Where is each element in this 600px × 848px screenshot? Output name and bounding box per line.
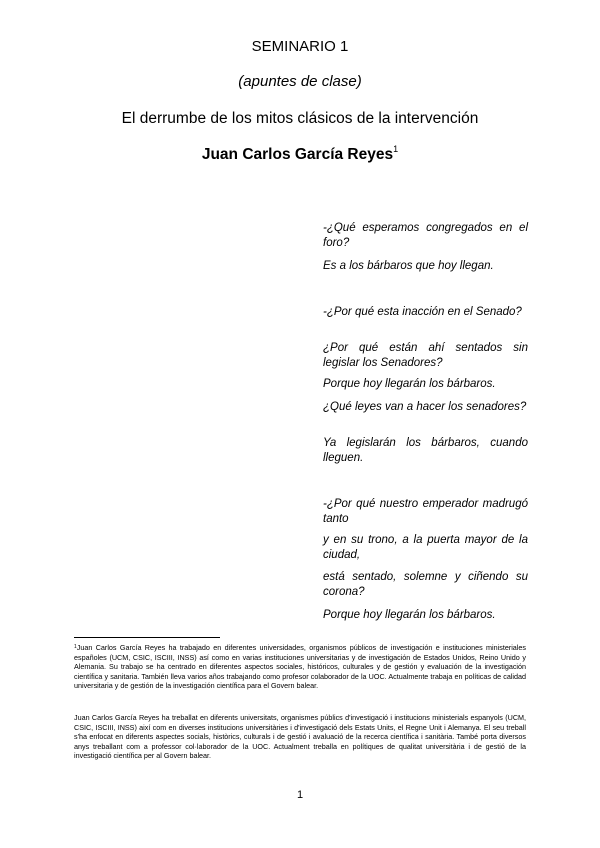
poem-line: está sentado, solemne y ciñendo su corona? <box>323 571 528 598</box>
poem-line: Porque hoy llegarán los bárbaros. <box>323 378 496 390</box>
footnote-mark: 1 <box>74 644 77 650</box>
document-title: El derrumbe de los mitos clásicos de la intervención <box>121 110 479 127</box>
poem-line: -¿Por qué nuestro emperador madrugó tanto <box>323 498 528 525</box>
poem-line: -¿Por qué esta inacción en el Senado? <box>323 306 522 318</box>
poem-line: Ya legislarán los bárbaros, cuando lleguen. <box>323 437 528 464</box>
footnote-separator <box>74 637 220 638</box>
author-line <box>0 146 600 164</box>
poem-line: ¿Por qué están ahí sentados sin legislar los Senadores? <box>323 342 528 369</box>
poem-line: Porque hoy llegarán los bárbaros. <box>323 609 496 621</box>
footnote-spanish <box>74 643 526 691</box>
footnote-catalan: Juan Carlos García Reyes ha treballat en diferents universitats, organismes públics d'investigació i institucions ministerials espanyols (UCM, CSIC, ISCIII, INSS) així com en diverses institucions universitàries i d'investigació dels Estats Units, el Regne Unit i Alemanya. El seu treball s'ha enfocat en diferents aspectes socials, històrics, culturals i de gestió i avaluació de la recerca científica i sanitària. També porta diversos anys treballant com a professor col·laborador de la UOC. Actualment treballa en polítiques de qualitat universitària i de gestió de la investigació científica per al Govern balear. <box>74 713 526 761</box>
poem-line: y en su trono, a la puerta mayor de la ciudad, <box>323 534 528 561</box>
author-name: Juan Carlos García Reyes <box>201 146 394 163</box>
seminar-heading: SEMINARIO 1 <box>251 38 349 55</box>
poem-line: Es a los bárbaros que hoy llegan. <box>323 260 494 272</box>
page-number: 1 <box>296 789 304 801</box>
footnote-text-es: Juan Carlos García Reyes ha trabajado en diferentes universidades, organismos públicos de investigación e instituciones ministeriales españoles (UCM, CSIC, ISCIII, INSS) así como en varias instituciones universitarias y de investigación de Estados Unidos, Reino Unido y Alemania. Su trabajo se ha centrado en diferentes aspectos sociales, históricos, culturales y de gestión y evaluación de la investigación científica y sanitaria. También lleva varios años trabajando como profesor colaborador de la UOC. Actualmente trabaja en políticas de calidad universitaria y de gestión de la investigación científica para el Govern balear. <box>74 643 526 691</box>
footnote-reference[interactable]: 1 <box>393 144 399 154</box>
poem-line: -¿Qué esperamos congregados en el foro? <box>323 222 528 249</box>
poem-line: ¿Qué leyes van a hacer los senadores? <box>323 401 527 413</box>
subtitle: (apuntes de clase) <box>238 73 362 90</box>
